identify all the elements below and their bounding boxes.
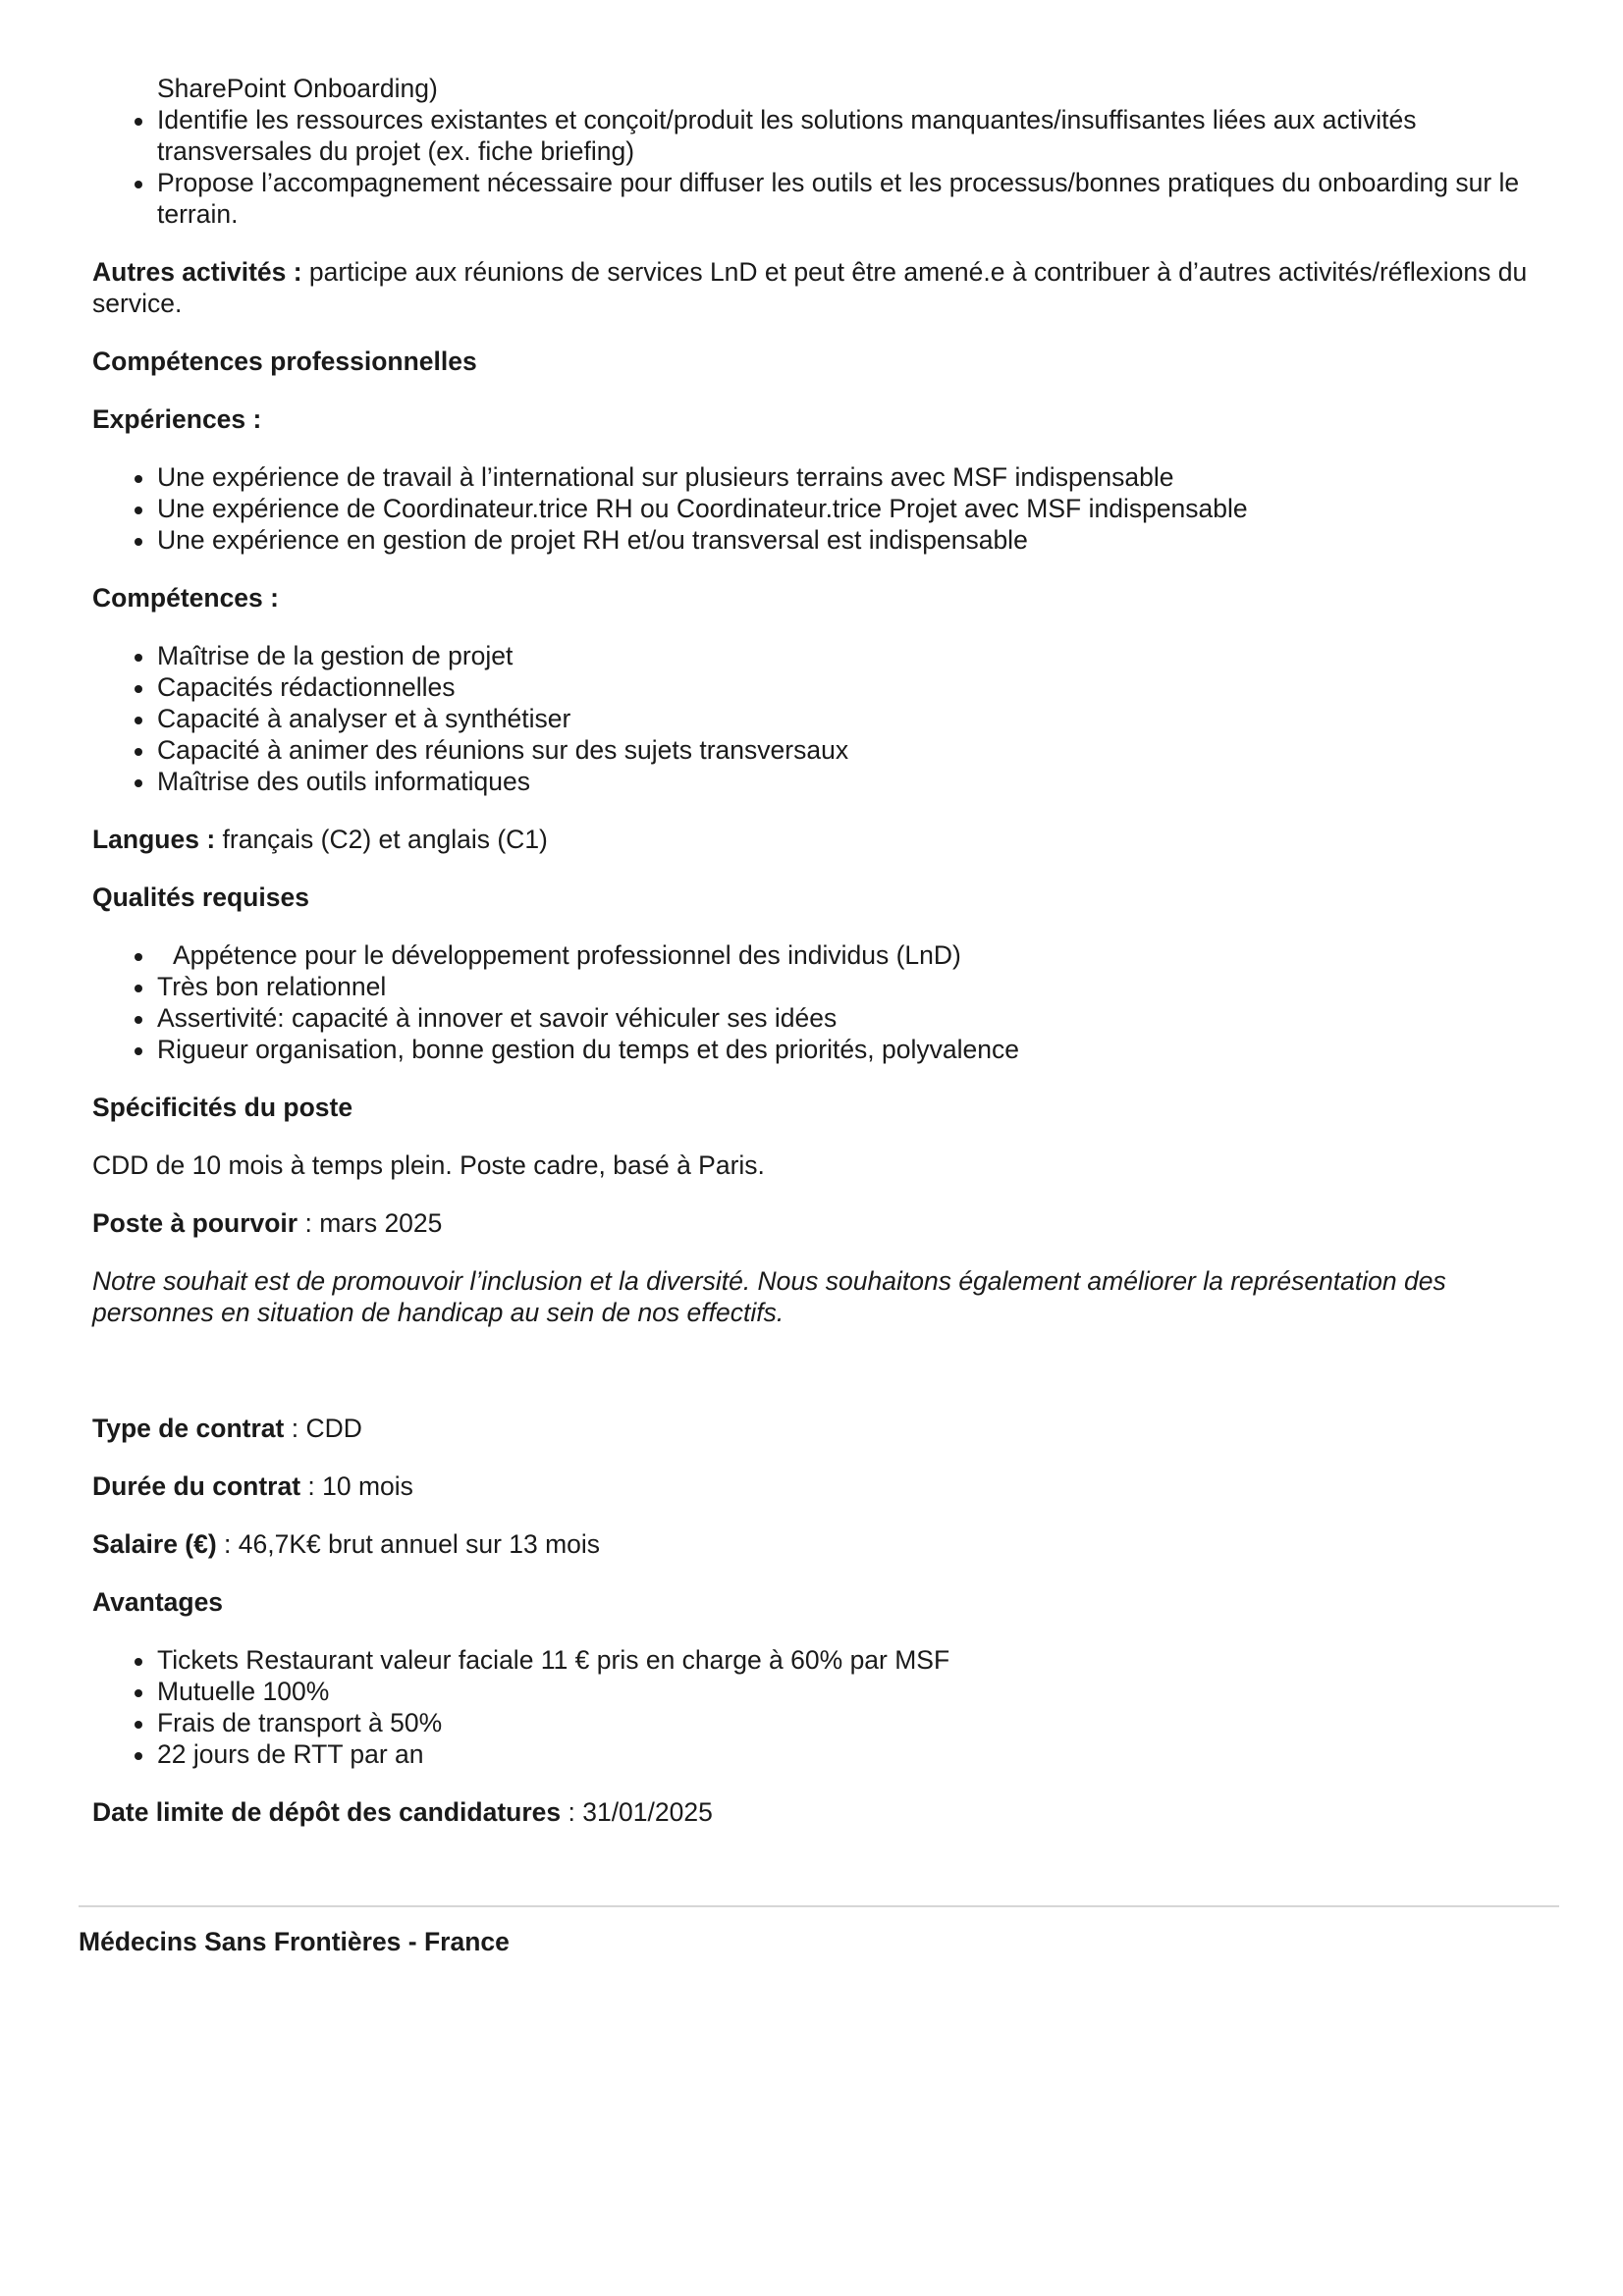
list-item: Frais de transport à 50% bbox=[157, 1707, 1545, 1738]
deadline-label: Date limite de dépôt des candidatures bbox=[92, 1797, 562, 1827]
other-activities-label: Autres activités : bbox=[92, 257, 302, 287]
list-item: Mutuelle 100% bbox=[157, 1676, 1545, 1707]
start-date-paragraph bbox=[92, 1207, 1545, 1239]
qualities-list bbox=[92, 939, 1545, 1065]
deadline-paragraph bbox=[92, 1796, 1545, 1828]
start-date-label: Poste à pourvoir bbox=[92, 1208, 298, 1238]
languages-text: français (C2) et anglais (C1) bbox=[215, 825, 548, 854]
inclusion-statement: Notre souhait est de promouvoir l’inclusion et la diversité. Nous souhaitons également améliorer la représentation des personnes en situation de handicap au sein de nos effectifs. bbox=[92, 1266, 1446, 1327]
activities-list bbox=[92, 104, 1545, 230]
contract-type-label: Type de contrat bbox=[92, 1414, 285, 1443]
salary-paragraph bbox=[92, 1528, 1545, 1560]
organization-footer: Médecins Sans Frontières - France bbox=[79, 1927, 510, 1956]
other-activities-paragraph bbox=[92, 256, 1545, 319]
job-specifics-text: CDD de 10 mois à temps plein. Poste cadre, basé à Paris. bbox=[92, 1150, 765, 1180]
list-item: Une expérience de travail à l’international sur plusieurs terrains avec MSF indispensable bbox=[157, 461, 1545, 493]
list-item: Capacité à animer des réunions sur des sujets transversaux bbox=[157, 734, 1545, 766]
list-item: Une expérience de Coordinateur.trice RH ou Coordinateur.trice Projet avec MSF indispensable bbox=[157, 493, 1545, 524]
skills-list bbox=[92, 640, 1545, 797]
skills-heading: Compétences : bbox=[92, 583, 279, 613]
list-item: Capacité à analyser et à synthétiser bbox=[157, 703, 1545, 734]
list-item: Appétence pour le développement professionnel des individus (LnD) bbox=[157, 939, 1545, 971]
experiences-list bbox=[92, 461, 1545, 556]
job-specifics-heading: Spécificités du poste bbox=[92, 1093, 353, 1122]
professional-skills-heading: Compétences professionnelles bbox=[92, 347, 477, 376]
deadline-value: : 31/01/2025 bbox=[561, 1797, 713, 1827]
document-body bbox=[92, 73, 1545, 1828]
benefits-heading: Avantages bbox=[92, 1587, 224, 1617]
contract-type-value: : CDD bbox=[284, 1414, 362, 1443]
start-date-text: : mars 2025 bbox=[298, 1208, 443, 1238]
languages-label: Langues : bbox=[92, 825, 216, 854]
list-item: Rigueur organisation, bonne gestion du temps et des priorités, polyvalence bbox=[157, 1034, 1545, 1065]
other-activities-text: participe aux réunions de services LnD et peut être amené.e à contribuer à d’autres activités/réflexions du service. bbox=[92, 257, 1528, 318]
qualities-heading: Qualités requises bbox=[92, 882, 309, 912]
contract-type-paragraph bbox=[92, 1413, 1545, 1444]
contract-duration-value: : 10 mois bbox=[300, 1471, 413, 1501]
list-item: Maîtrise de la gestion de projet bbox=[157, 640, 1545, 671]
list-item: Identifie les ressources existantes et conçoit/produit les solutions manquantes/insuffisantes liées aux activités transversales du projet (ex. fiche briefing) bbox=[157, 104, 1545, 167]
list-item: 22 jours de RTT par an bbox=[157, 1738, 1545, 1770]
list-item: Propose l’accompagnement nécessaire pour diffuser les outils et les processus/bonnes pratiques du onboarding sur le terrain. bbox=[157, 167, 1545, 230]
experiences-heading: Expériences : bbox=[92, 404, 262, 434]
list-item: Assertivité: capacité à innover et savoir véhiculer ses idées bbox=[157, 1002, 1545, 1034]
salary-label: Salaire (€) bbox=[92, 1529, 217, 1559]
contract-duration-label: Durée du contrat bbox=[92, 1471, 301, 1501]
list-item: Une expérience en gestion de projet RH et/ou transversal est indispensable bbox=[157, 524, 1545, 556]
list-item: Tickets Restaurant valeur faciale 11 € pris en charge à 60% par MSF bbox=[157, 1644, 1545, 1676]
contract-duration-paragraph bbox=[92, 1470, 1545, 1502]
continued-text: SharePoint Onboarding) bbox=[157, 74, 438, 103]
footer-divider bbox=[79, 1905, 1559, 1907]
list-item: Maîtrise des outils informatiques bbox=[157, 766, 1545, 797]
benefits-list bbox=[92, 1644, 1545, 1770]
salary-value: : 46,7K€ brut annuel sur 13 mois bbox=[216, 1529, 601, 1559]
list-item: Très bon relationnel bbox=[157, 971, 1545, 1002]
list-item: Capacités rédactionnelles bbox=[157, 671, 1545, 703]
languages-paragraph bbox=[92, 824, 1545, 855]
